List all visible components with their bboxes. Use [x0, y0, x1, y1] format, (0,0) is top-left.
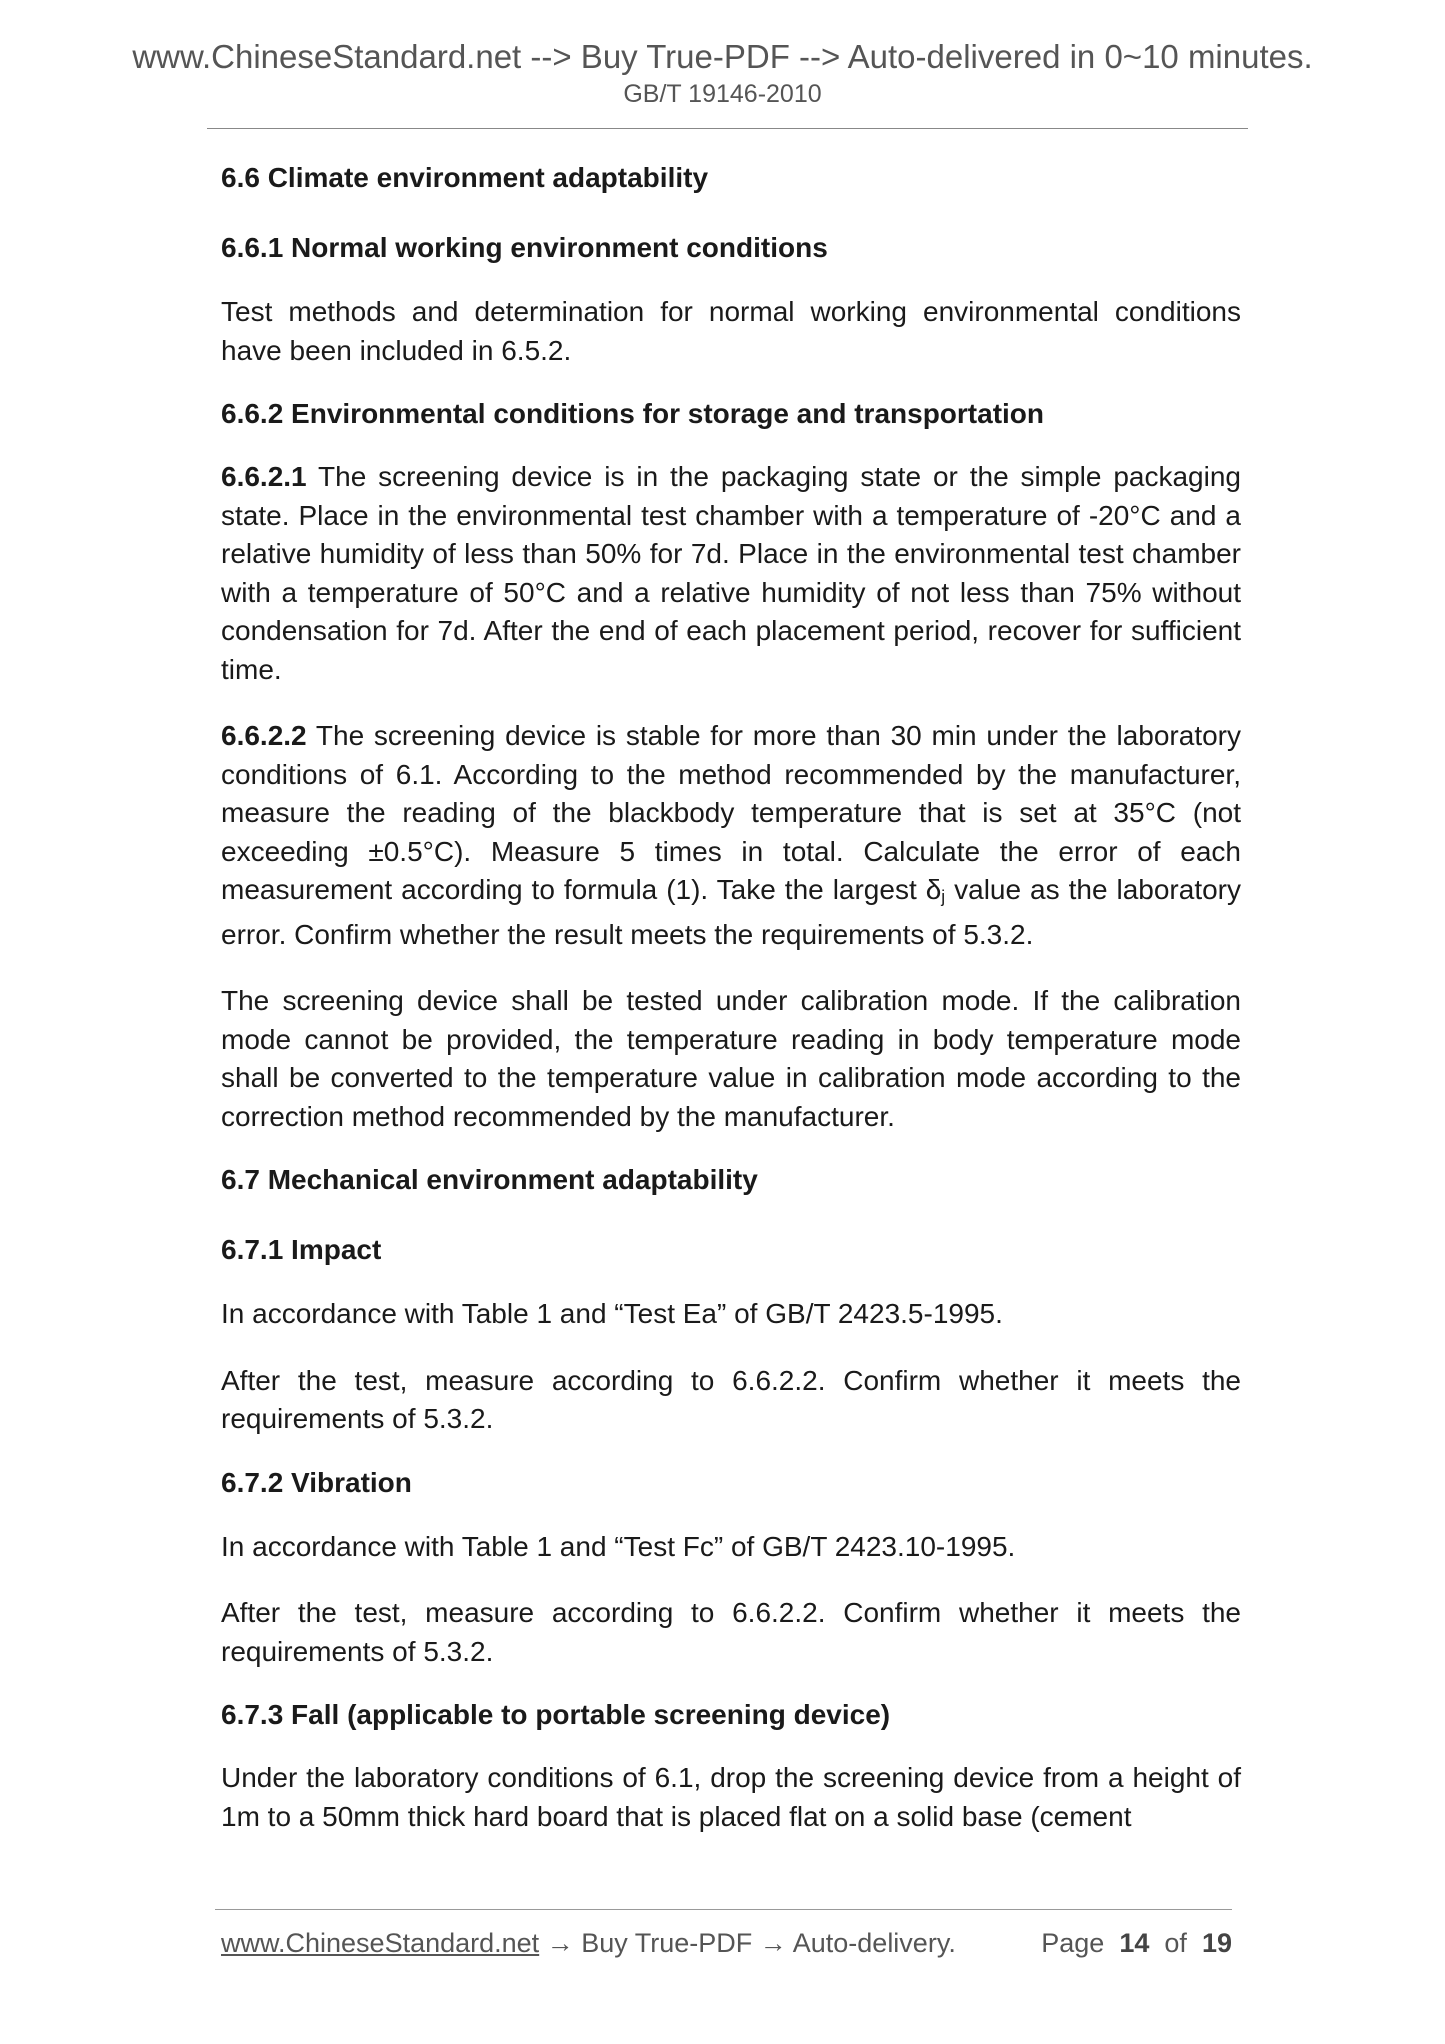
footer-website-link[interactable]: www.ChineseStandard.net — [221, 1928, 540, 1958]
paragraph-6-7-1-standard: In accordance with Table 1 and “Test Ea” of GB/T 2423.5-1995. — [221, 1298, 1003, 1330]
footer-tagline: → Buy True-PDF → Auto-delivery. — [539, 1928, 956, 1958]
paragraph-6-7-2-standard: In accordance with Table 1 and “Test Fc” of GB/T 2423.10-1995. — [221, 1530, 1016, 1562]
clause-text-6-6-2-1: The screening device is in the packaging state or the simple packaging state. Place in the environmental test chamber with a temperature of -20°C and a relative humidity of less than 50% for 7d. Place in the environmental test chamber with a temperature of 50°C and a relative humidity of not less than 75% without condensation for 7d. After the end of each placement period, recover for sufficient time. — [221, 461, 1241, 685]
heading-6-7-1: 6.7.1 Impact — [221, 1234, 382, 1266]
paragraph-6-6-2-2 — [221, 717, 1241, 954]
paragraph-6-6-2-1 — [221, 458, 1241, 689]
header-banner: www.ChineseStandard.net --> Buy True-PDF --> Auto-delivered in 0~10 minutes. — [132, 38, 1313, 75]
clause-number-6-6-2-2: 6.6.2.2 — [221, 720, 307, 751]
delta-subscript: j — [941, 886, 946, 907]
heading-6-7-3: 6.7.3 Fall (applicable to portable screening device) — [221, 1699, 891, 1731]
header-standard-number: GB/T 19146-2010 — [623, 80, 822, 108]
clause-text-6-6-2-2-part2: value as the laboratory error. Confirm whether the result meets the requirements of 5.3.2. — [221, 874, 1241, 950]
page-indicator — [1041, 1928, 1232, 1959]
page-current: 14 — [1119, 1928, 1150, 1958]
heading-6-6-2: 6.6.2 Environmental conditions for storage and transportation — [221, 398, 1045, 429]
heading-6-6-1: 6.6.1 Normal working environment conditions — [221, 232, 828, 263]
page-body — [221, 160, 1241, 1836]
paragraph-6-6-1: Test methods and determination for normal working environmental conditions have been included in 6.5.2. — [221, 296, 1241, 366]
page-label: Page — [1041, 1928, 1105, 1958]
paragraph-6-7-1-after-test: After the test, measure according to 6.6.2.2. Confirm whether it meets the requirements of 5.3.2. — [221, 1364, 1241, 1435]
footer — [221, 1928, 1232, 1959]
footer-divider — [215, 1909, 1232, 1910]
page-of-label: of — [1164, 1928, 1187, 1958]
clause-number-6-6-2-1: 6.6.2.1 — [221, 461, 307, 492]
heading-6-6: 6.6 Climate environment adaptability — [221, 162, 709, 193]
clause-text-6-6-2-2-part1: The screening device is stable for more than 30 min under the laboratory conditions of 6.1. According to the method recommended by the manufacturer, measure the reading of the blackbody temperature that is set at 35°C (not exceeding ±0.5°C). Measure 5 times in total. Calculate the error of each measurement according to formula (1). Take the largest δ — [221, 720, 1241, 905]
paragraph-6-7-2-after-test: After the test, measure according to 6.6.2.2. Confirm whether it meets the requirements of 5.3.2. — [221, 1597, 1241, 1667]
paragraph-6-7-3: Under the laboratory conditions of 6.1, drop the screening device from a height of 1m to a 50mm thick hard board that is placed flat on a solid base (cement — [221, 1762, 1241, 1832]
page-total: 19 — [1201, 1928, 1232, 1958]
paragraph-calibration-mode: The screening device shall be tested under calibration mode. If the calibration mode cannot be provided, the temperature reading in body temperature mode shall be converted to the temperature value in calibration mode according to the correction method recommended by the manufacturer. — [221, 985, 1241, 1132]
header-divider — [207, 128, 1248, 129]
heading-6-7: 6.7 Mechanical environment adaptability — [221, 1164, 758, 1196]
heading-6-7-2: 6.7.2 Vibration — [221, 1466, 412, 1498]
